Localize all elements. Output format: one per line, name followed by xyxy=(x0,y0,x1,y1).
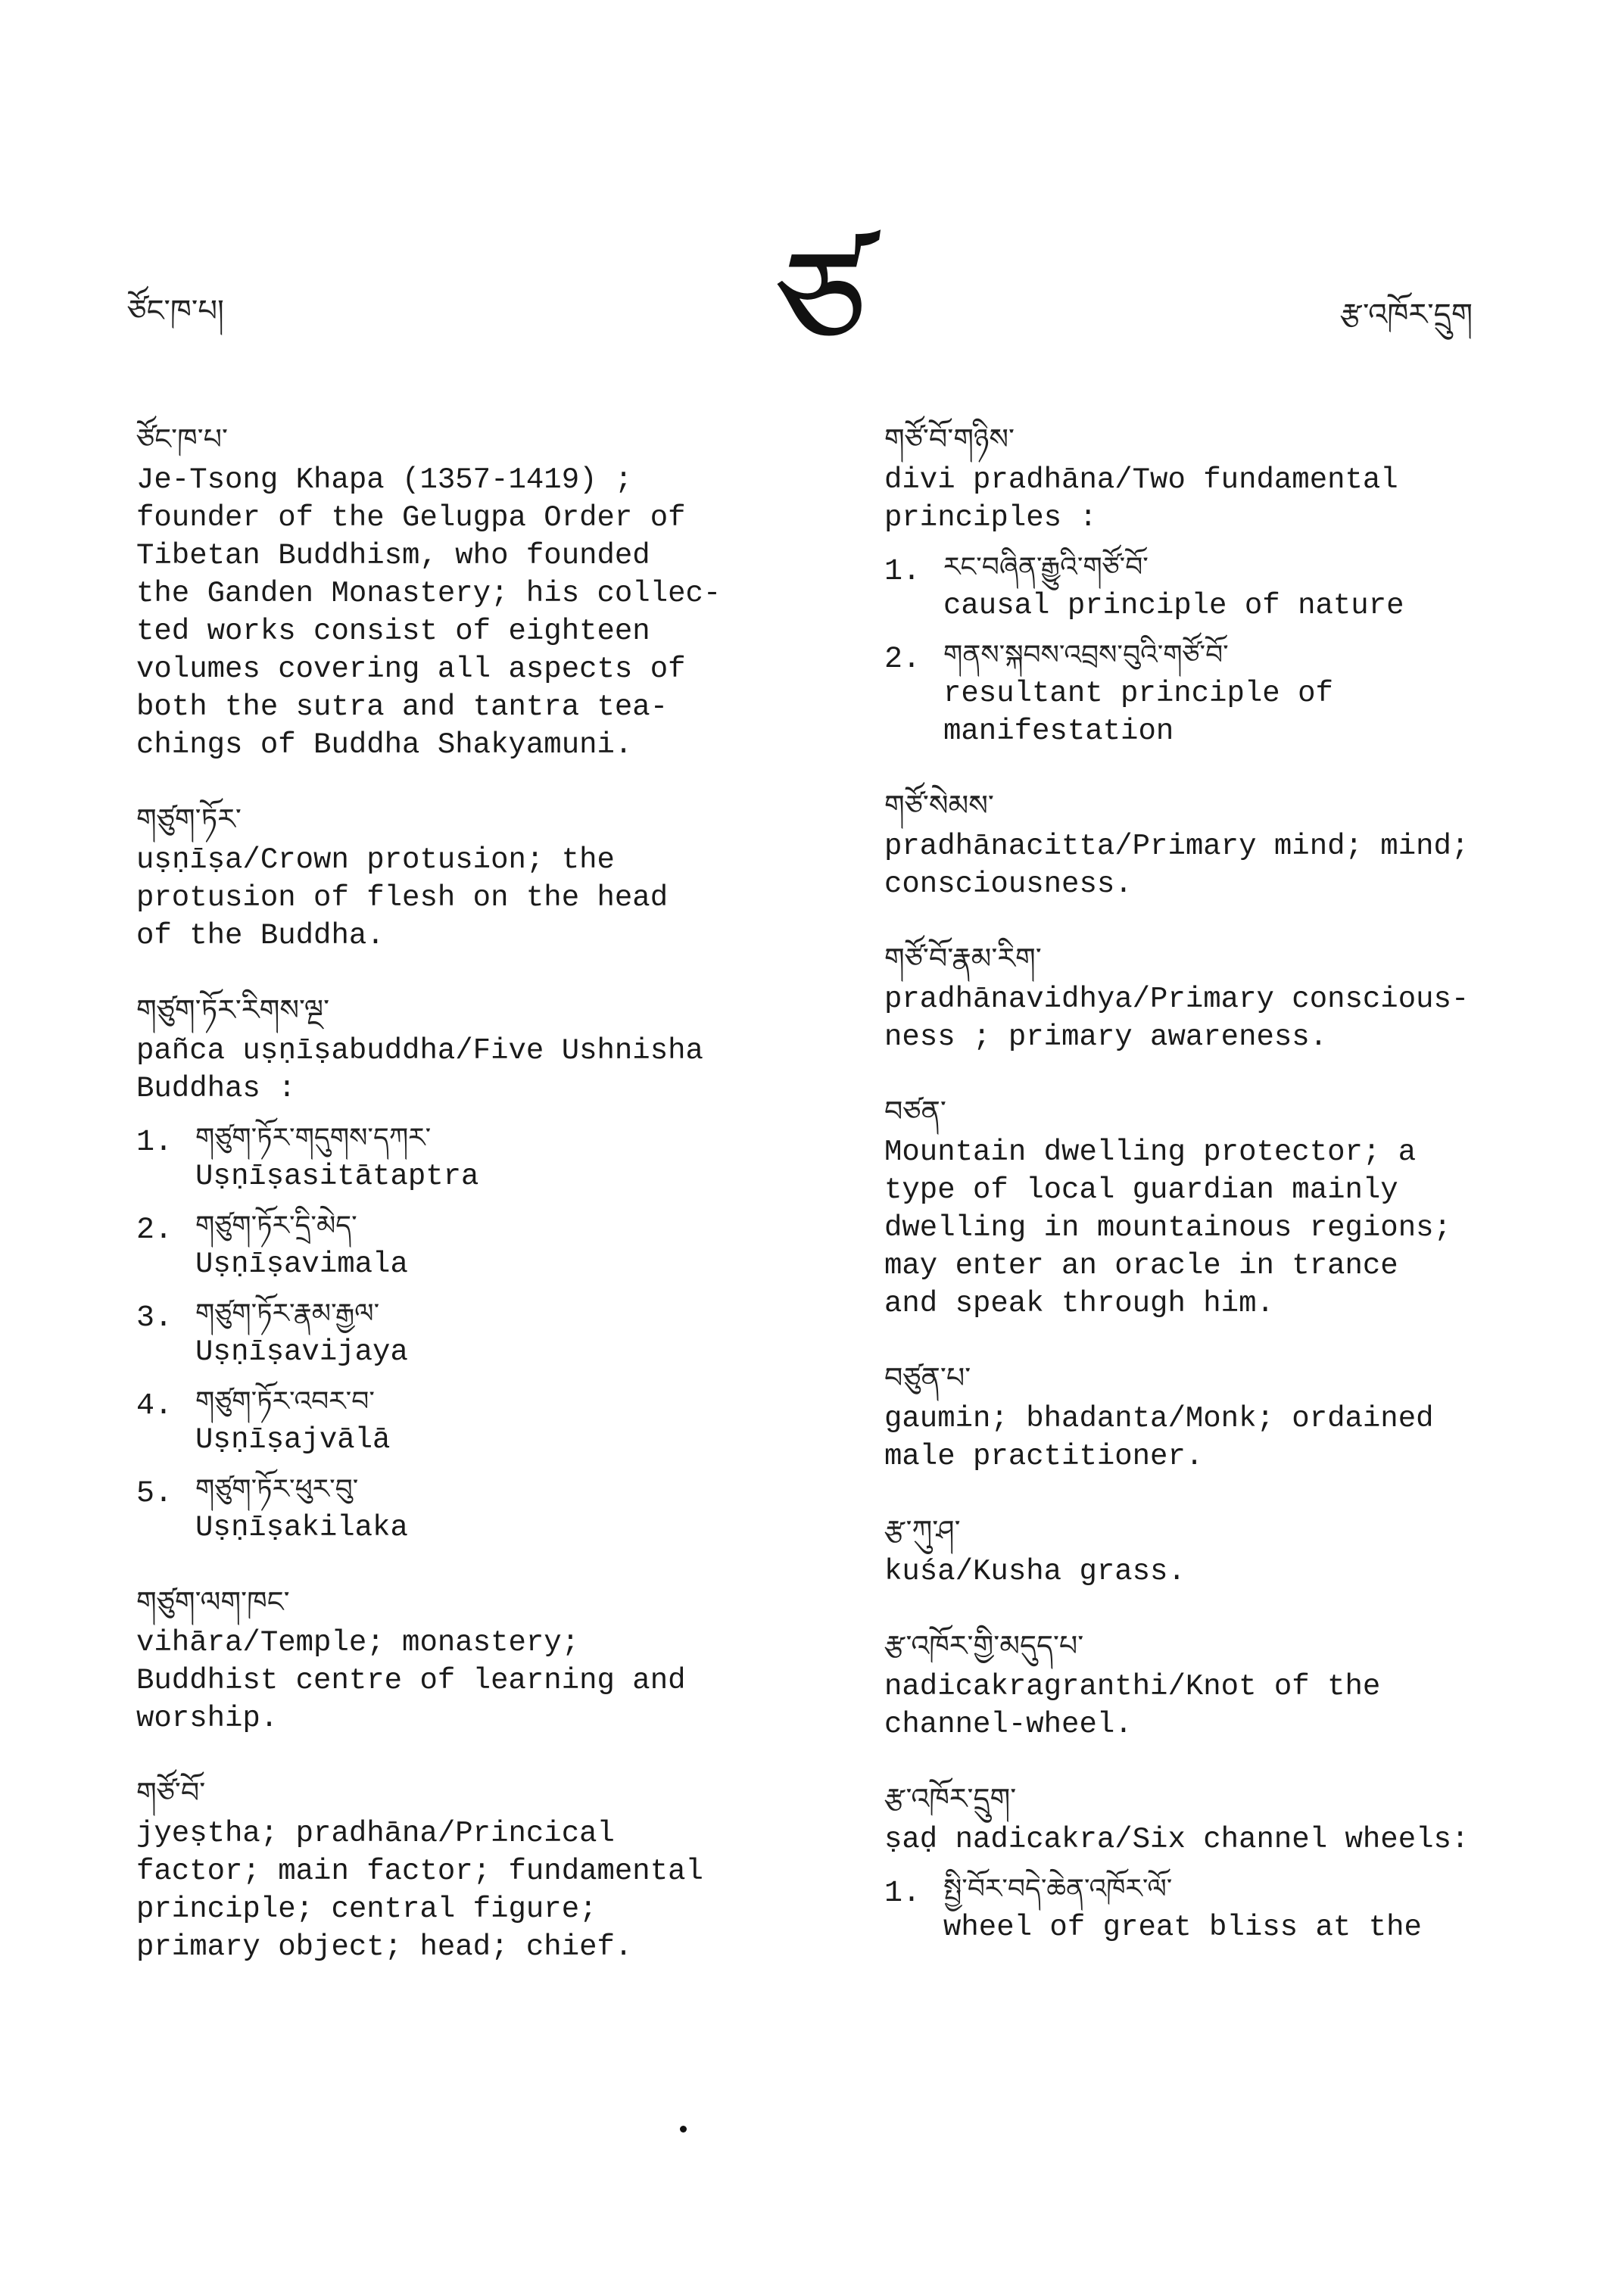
item-number: 5. xyxy=(136,1477,173,1511)
entry-tsongkhapa xyxy=(136,420,818,764)
entry-six-channel-wheels xyxy=(884,1780,1566,1946)
item-tibetan: གཙུག་ཏོར་གདུགས་དཀར་ xyxy=(195,1123,432,1154)
list-item xyxy=(884,1871,1566,1946)
entry-definition: jyeṣtha; pradhāna/Princical factor; main factor; fundamental principle; central figure; primary object; head; chief. xyxy=(136,1817,703,1964)
headword-tibetan: རྩ་འཁོར་དྲུག་ xyxy=(884,1782,1017,1815)
entry-definition: Je-Tsong Khapa (1357-1419) ; founder of the Gelugpa Order of Tibetan Buddhism, who founded the Ganden Monastery; his collec- ted works consist of eighteen volumes covering all aspects of both the sutra and tantra tea- chings of Buddha Shakyamuni. xyxy=(136,463,722,762)
entry-tsen xyxy=(884,1092,1566,1323)
headword-tibetan: གཙོ་བོ་ xyxy=(136,1776,206,1809)
item-number: 1. xyxy=(884,1877,921,1911)
item-text: wheel of great bliss at the xyxy=(943,1911,1422,1944)
entry-pradhanacitta xyxy=(884,787,1566,903)
item-text: causal principle of nature xyxy=(943,589,1404,622)
headword-tibetan: རྩ་འཁོར་གྱི་མདུད་པ་ xyxy=(884,1629,1084,1662)
item-text: Uṣṇīṣajvālā xyxy=(195,1423,391,1456)
item-number: 2. xyxy=(136,1213,173,1248)
item-number: 3. xyxy=(136,1301,173,1335)
entry-kusha xyxy=(884,1512,1566,1590)
item-text: Uṣṇīṣavimala xyxy=(195,1248,408,1281)
right-column xyxy=(884,420,1566,1983)
headword-tibetan: བཙན་ xyxy=(884,1095,946,1128)
headword-tibetan: གཙོ་སེམས་ xyxy=(884,789,994,822)
entry-definition: pradhānacitta/Primary mind; mind; consciousness. xyxy=(884,830,1470,901)
list-item xyxy=(136,1471,818,1547)
item-number: 4. xyxy=(136,1389,173,1423)
numbered-list xyxy=(884,1871,1566,1946)
section-letter: ཙ xyxy=(775,219,868,386)
entry-definition: Mountain dwelling protector; a type of local guardian mainly dwelling in mountainous regions; may enter an oracle in trance and speak through him. xyxy=(884,1136,1451,1320)
list-item xyxy=(136,1295,818,1371)
item-number: 2. xyxy=(884,643,921,677)
headword-tibetan: ཙོང་ཁ་པ་ xyxy=(136,422,228,456)
headword-tibetan: རྩ་ཀུ་ཤ་ xyxy=(884,1514,961,1547)
entry-two-principles xyxy=(884,420,1566,750)
entry-definition: vihāra/Temple; monastery; Buddhist centre of learning and worship. xyxy=(136,1626,686,1735)
entry-definition: nadicakragranthi/Knot of the channel-wheel. xyxy=(884,1670,1381,1741)
entry-tsunpa xyxy=(884,1359,1566,1475)
item-text: Uṣṇīṣakilaka xyxy=(195,1511,408,1544)
ink-speck xyxy=(680,2126,687,2133)
entry-definition: divi pradhāna/Two fundamental principles : xyxy=(884,463,1398,534)
entry-pradhanavidhya xyxy=(884,939,1566,1056)
entry-tsowo xyxy=(136,1774,818,1966)
item-tibetan: སྤྱི་བོར་བདེ་ཆེན་འཁོར་ལོ་ xyxy=(943,1874,1173,1905)
numbered-list xyxy=(136,1120,818,1547)
numbered-list xyxy=(884,549,1566,750)
item-tibetan: གཙུག་ཏོར་འབར་བ་ xyxy=(195,1386,375,1417)
item-tibetan: གཙུག་ཏོར་ཕུར་བུ་ xyxy=(195,1474,359,1505)
list-item xyxy=(884,549,1566,625)
headword-tibetan: གཙོ་བོ་གཉིས་ xyxy=(884,422,1015,456)
item-text: resultant principle of manifestation xyxy=(943,677,1333,748)
headword-tibetan: གཙོ་བོ་རྣམ་རིག་ xyxy=(884,942,1042,975)
headword-tibetan: གཙུག་ལག་ཁང་ xyxy=(136,1585,290,1618)
item-number: 1. xyxy=(884,555,921,589)
item-tibetan: གཙུག་ཏོར་དྲི་མེད་ xyxy=(195,1210,357,1242)
entry-definition: gaumin; bhadanta/Monk; ordained male practitioner. xyxy=(884,1402,1434,1473)
headword-tibetan: གཙུག་ཏོར་ xyxy=(136,802,242,836)
item-number: 1. xyxy=(136,1126,173,1160)
item-text: Uṣṇīṣasitātaptra xyxy=(195,1160,479,1193)
left-column xyxy=(136,420,818,2002)
list-item xyxy=(136,1383,818,1459)
headword-tibetan: གཙུག་ཏོར་རིགས་ལྔ་ xyxy=(136,993,330,1027)
running-head-right: རྩ་འཁོར་དྲུག xyxy=(1339,298,1473,332)
headword-tibetan: བཙུན་པ་ xyxy=(884,1361,971,1394)
entry-channel-knot xyxy=(884,1627,1566,1743)
entry-vihara xyxy=(136,1583,818,1737)
entry-definition: kuśa/Kusha grass. xyxy=(884,1555,1186,1588)
entry-definition: pradhānavidhya/Primary conscious- ness ; primary awareness. xyxy=(884,983,1470,1054)
item-tibetan: གནས་སྐབས་འབྲས་བུའི་གཙོ་བོ་ xyxy=(943,640,1229,671)
item-tibetan: རང་བཞིན་རྒྱུའི་གཙོ་བོ་ xyxy=(943,552,1149,583)
entry-definition: ṣaḍ nadicakra/Six channel wheels: xyxy=(884,1823,1470,1856)
entry-definition: uṣṇīṣa/Crown protusion; the protusion of flesh on the head of the Buddha. xyxy=(136,843,669,952)
list-item xyxy=(136,1207,818,1283)
running-head-left: ཙོང་ཁ་པ། xyxy=(127,294,224,329)
item-text: Uṣṇīṣavijaya xyxy=(195,1335,408,1369)
list-item xyxy=(136,1120,818,1195)
entry-usnisa xyxy=(136,800,818,955)
list-item xyxy=(884,637,1566,750)
item-tibetan: གཙུག་ཏོར་རྣམ་རྒྱལ་ xyxy=(195,1298,380,1329)
entry-five-ushnisha xyxy=(136,991,818,1547)
entry-definition: pañca uṣṇīṣabuddha/Five Ushnisha Buddhas : xyxy=(136,1034,703,1105)
